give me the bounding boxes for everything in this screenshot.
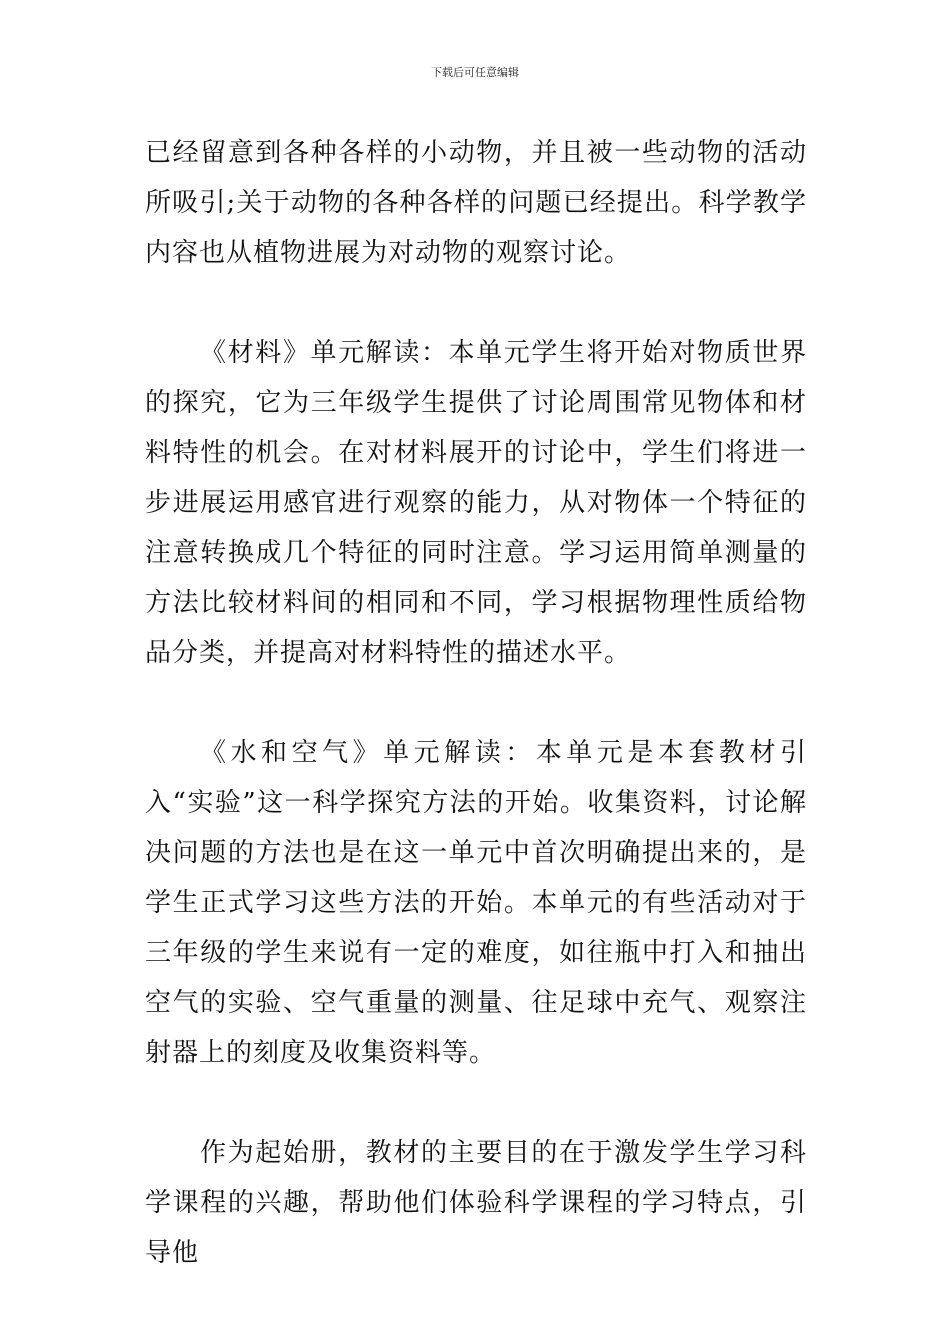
paragraph-materials-unit: 《材料》单元解读：本单元学生将开始对物质世界的探究，它为三年级学生提供了讨论周围常见物体和材料特性的机会。在对材料展开的讨论中，学生们将进一步进展运用感官进行观察的能力，从对物体一个特征的注意转换成几个特征的同时注意。学习运用简单测量的方法比较材料间的相同和不同，学习根据物理性质给物品分类，并提高对材料特性的描述水平。 <box>145 338 807 668</box>
document-body <box>145 128 807 1278</box>
paragraph-animals-continued: 已经留意到各种各样的小动物，并且被一些动物的活动所吸引;关于动物的各种各样的问题已经提出。科学教学内容也从植物进展为对动物的观察讨论。 <box>145 138 807 268</box>
paragraph-water-air-unit: 《水和空气》单元解读：本单元是本套教材引入“实验”这一科学探究方法的开始。收集资料，讨论解决问题的方法也是在这一单元中首次明确提出来的，是学生正式学习这些方法的开始。本单元的有些活动对于三年级的学生来说有一定的难度，如往瓶中打入和抽出空气的实验、空气重量的测量、往足球中充气、观察注射器上的刻度及收集资料等。 <box>145 738 807 1068</box>
paragraph-first-volume: 作为起始册，教材的主要目的在于激发学生学习科学课程的兴趣，帮助他们体验科学课程的学习特点，引导他 <box>145 1138 807 1268</box>
page-header-note: 下载后可任意编辑 <box>431 66 519 79</box>
